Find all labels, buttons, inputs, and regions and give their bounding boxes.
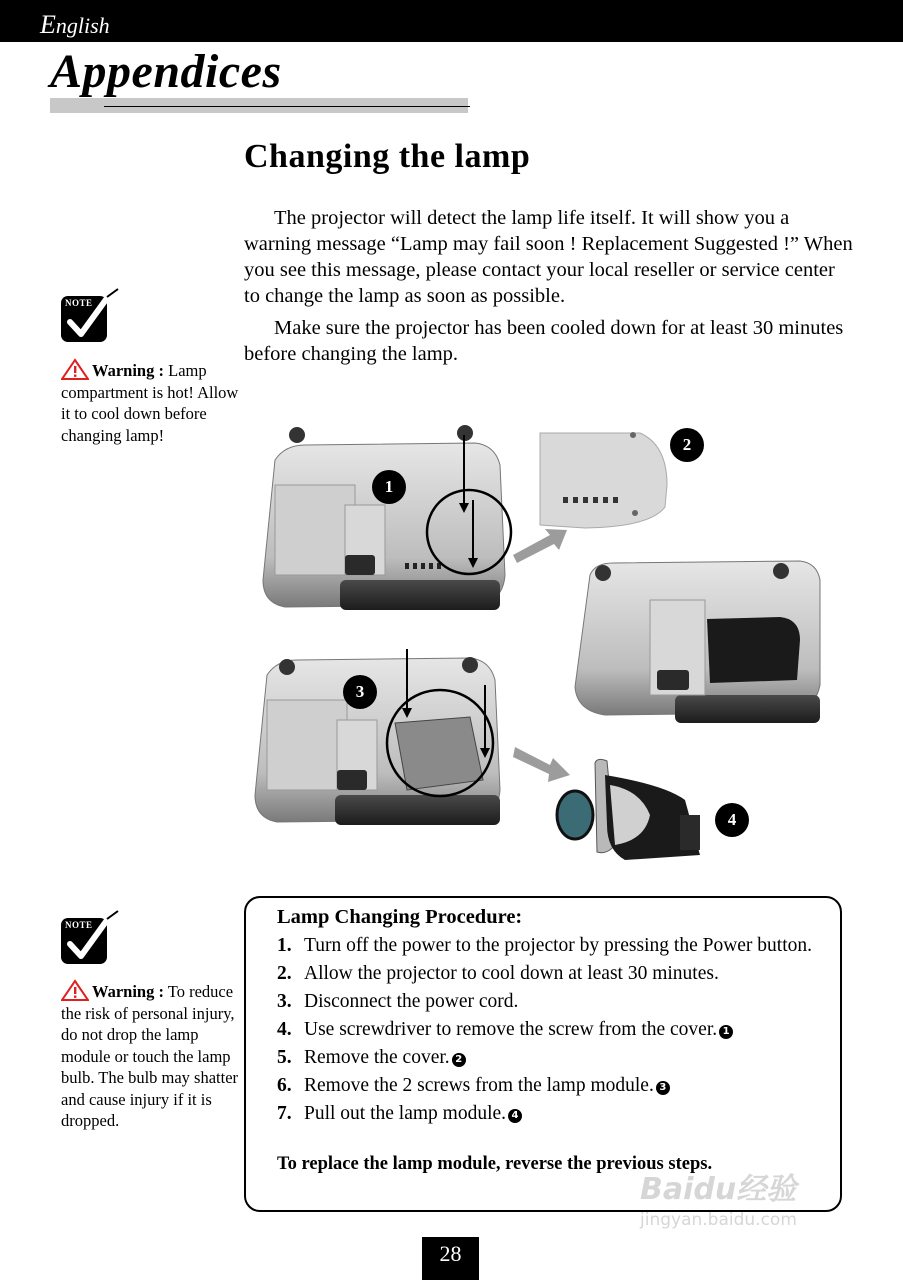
procedure-footer: To replace the lamp module, reverse the previous steps. [277,1154,713,1174]
step-number: 2. [277,963,292,984]
section-title-rule [104,106,470,107]
page-number: 28 [422,1237,479,1280]
list-item [277,1075,822,1097]
step-reference-badge: 1 [719,1025,733,1039]
watermark-url: jingyan.baidu.com [640,1210,797,1230]
list-item [277,963,822,985]
intro-paragraph-1: The projector will detect the lamp life itself. It will show you a warning message “Lamp may fail soon ! Replacement Suggested !” When you see this message, please contact your local reseller or service center to change the lamp as soon as possible. [244,207,853,307]
step-marker-2: 2 [670,428,704,462]
step-reference-badge: 3 [656,1081,670,1095]
lamp-cover [540,432,667,528]
checkmark-icon [61,910,119,966]
checkmark-icon [61,288,119,344]
list-item [277,991,822,1013]
warning-triangle-icon [61,358,89,380]
step-number: 7. [277,1103,292,1124]
section-title: Appendices [50,45,282,98]
step-number: 4. [277,1019,292,1040]
procedure-steps [277,935,822,1131]
language-initial: E [40,10,56,39]
list-item [277,1019,822,1041]
lamp-module [557,759,700,860]
list-item [277,1047,822,1069]
step-text: Allow the projector to cool down at least 30 minutes. [304,963,719,984]
intro-text [244,205,854,373]
step-text: Use screwdriver to remove the screw from the cover. [304,1019,718,1040]
intro-paragraph-2: Make sure the projector has been cooled down for at least 30 minutes before changing the lamp. [244,317,844,365]
language-label [40,10,110,40]
step-number: 3. [277,991,292,1012]
projector-diagram [245,405,865,875]
watermark-logo-text: Baidu经验 [640,1172,797,1207]
step-marker-3: 3 [343,675,377,709]
step-reference-badge: 2 [452,1053,466,1067]
step-reference-badge: 4 [508,1109,522,1123]
procedure-title: Lamp Changing Procedure: [277,906,523,928]
watermark [640,1164,797,1230]
step-number: 1. [277,935,292,956]
step-marker-1: 1 [372,470,406,504]
projector-step-2 [575,561,820,723]
step-marker-4: 4 [715,803,749,837]
arrow-icon [513,529,567,563]
warning-label: Warning : [92,982,164,1001]
step-text: Remove the 2 screws from the lamp module. [304,1075,654,1096]
warning-note-1 [61,358,243,446]
note-icon [61,910,119,962]
note-icon-label: NOTE [65,920,93,930]
list-item [277,1103,822,1125]
warning-text: To reduce the risk of personal injury, do not drop the lamp module or touch the lamp bulb. The bulb may shatter and cause injury if it is dropped. [61,982,239,1130]
step-text: Remove the cover. [304,1047,450,1068]
warning-text: Lamp compartment is hot! Allow it to cool down before changing lamp! [61,361,239,445]
language-rest: nglish [55,13,110,38]
step-text: Disconnect the power cord. [304,991,519,1012]
warning-label: Warning : [92,361,164,380]
arrow-icon [513,747,570,782]
projector-step-3 [255,649,500,825]
projector-step-1 [263,425,511,610]
note-icon-label: NOTE [65,298,93,308]
lamp-replacement-illustration [245,405,865,875]
list-item [277,935,822,957]
step-text: Pull out the lamp module. [304,1103,507,1124]
note-icon [61,288,119,340]
page-title: Changing the lamp [244,138,531,175]
warning-triangle-icon [61,979,89,1001]
warning-note-2 [61,979,243,1132]
step-number: 6. [277,1075,292,1096]
step-text: Turn off the power to the projector by pressing the Power button. [304,935,813,956]
step-number: 5. [277,1047,292,1068]
header-bar [0,0,903,42]
